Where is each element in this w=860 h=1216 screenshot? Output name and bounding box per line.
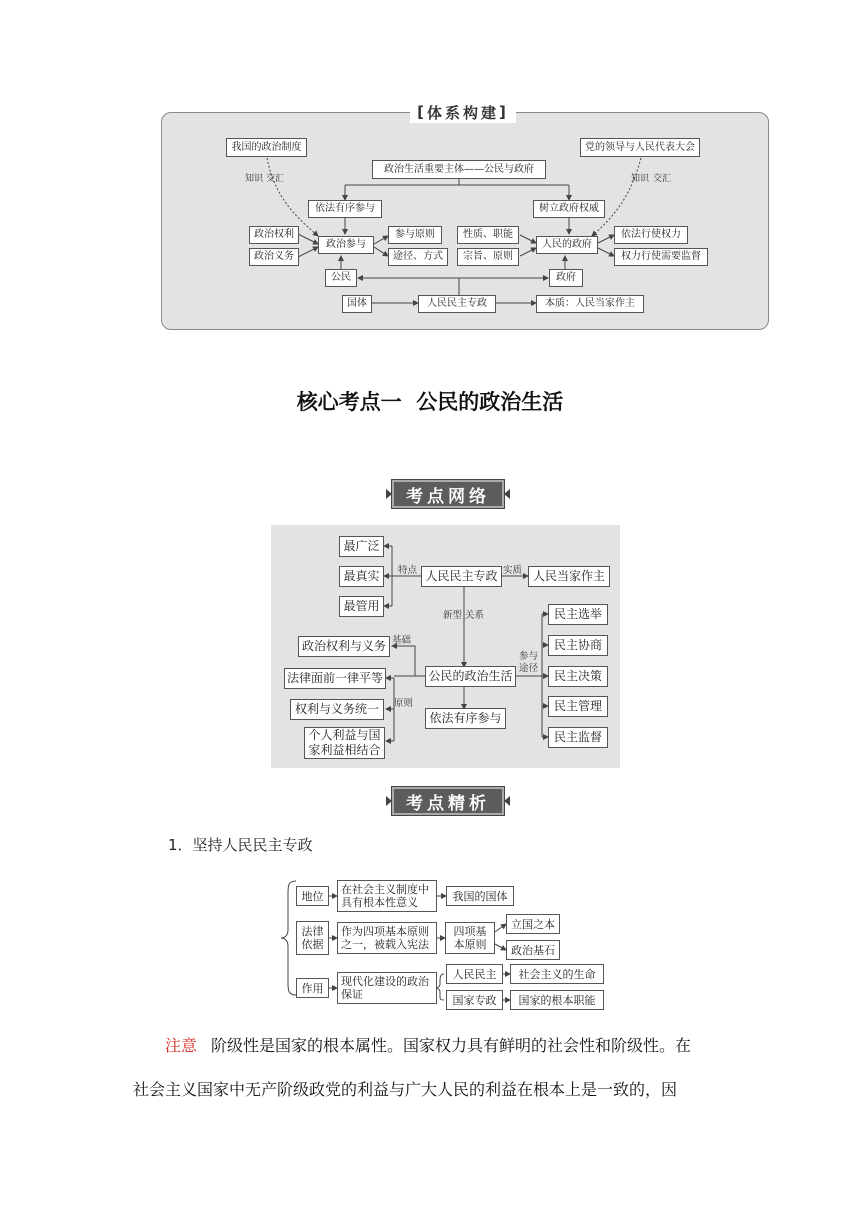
bracket-left: [ [417,103,427,121]
box-fundamental-function: 国家的根本职能 [510,990,604,1010]
box-most-effective: 最管用 [339,596,384,617]
label-essence: 实质 [503,565,523,576]
box-political-cornerstone: 政治基石 [506,940,560,960]
label-zhishi-right: 知识 [631,174,650,184]
box-peoples-democratic-dictatorship-2: 人民民主专政 [421,566,502,587]
section-heading: 核心考点一 公民的政治生活 [296,390,564,414]
box-role: 作用 [296,978,329,998]
legal-basis-line-2: 依据 [301,938,324,951]
interests-line-1: 个人利益与国 [308,728,381,742]
box-our-state-system: 我国的国体 [446,886,514,906]
note-paragraph-line-2: 社会主义国家中无产阶级政党的利益与广大人民的利益在根本上是一致的，因 [133,1080,678,1099]
box-state-dictatorship: 国家专政 [446,990,503,1010]
significance-line-1: 在社会主义制度中 [341,883,429,896]
box-most-genuine: 最真实 [339,566,384,587]
item-1-heading: 1．坚持人民民主专政 [168,836,313,854]
label-basis: 基础 [392,635,412,646]
label-channels: 途径 [519,663,539,674]
note-paragraph-line-1 [133,1035,733,1057]
note-text-1: 阶级性是国家的根本属性。国家权力具有鲜明的社会性和阶级性。在 [211,1036,692,1055]
bracket-right: ] [499,103,509,121]
box-peoples-government: 人民的政府 [536,236,598,254]
box-power-needs-supervision: 权力行使需要监督 [614,248,708,266]
box-legal-basis [296,921,329,955]
box-citizens-political-life: 公民的政治生活 [425,666,516,687]
label-jiaohui-right: 交汇 [653,174,672,184]
box-rights-and-duties: 政治权利与义务 [298,636,390,657]
modernization-line-1: 现代化建设的政治 [341,975,429,988]
constitution-line-2: 之一，被载入宪法 [341,938,429,951]
four-principles-line-1: 四项基 [453,925,487,938]
box-people-masters: 人民当家作主 [528,566,610,587]
network-title: 考点网络 [392,480,504,508]
box-status: 地位 [296,886,329,906]
box-participation-principles: 参与原则 [388,226,442,244]
box-government: 政府 [549,269,583,287]
box-government-authority: 树立政府权威 [533,200,605,218]
box-purpose-principles: 宗旨、原则 [457,248,519,266]
box-political-subjects: 政治生活重要主体——公民与政府 [372,160,546,179]
modernization-line-2: 保证 [341,988,363,1001]
box-essence-people-masters: 本质：人民当家作主 [536,295,644,313]
four-principles-line-2: 本原则 [453,938,487,951]
box-citizens: 公民 [325,269,357,287]
box-four-basic-principles [445,922,495,954]
box-democratic-management: 民主管理 [548,696,608,717]
box-political-system: 我国的政治制度 [226,138,307,157]
box-political-duties: 政治义务 [249,248,299,266]
significance-line-2: 具有根本性意义 [341,896,418,909]
box-equality-before-law: 法律面前一律平等 [284,668,386,689]
box-unity-rights-duties: 权利与义务统一 [290,699,384,720]
label-jiaohui-left: 交汇 [266,174,285,184]
box-political-participation: 政治参与 [318,236,374,254]
box-democratic-decision: 民主决策 [548,666,608,687]
box-nature-functions: 性质、职能 [457,226,519,244]
box-peoples-democratic-dictatorship: 人民民主专政 [418,295,496,313]
note-label: 注意 [165,1036,198,1055]
interests-line-2: 家利益相结合 [308,743,381,757]
box-ways-methods: 途径、方式 [388,248,448,266]
box-lawful-orderly-participation: 依法有序参与 [425,708,506,729]
legal-basis-line-1: 法律 [301,925,324,938]
system-title-text: 体系构建 [426,103,499,122]
box-life-of-socialism: 社会主义的生命 [510,964,604,984]
label-zhishi-left: 知识 [245,174,264,184]
box-democratic-supervision: 民主监督 [548,727,608,748]
label-participate: 参与 [519,651,539,662]
box-broadest: 最广泛 [339,536,384,557]
box-democratic-election: 民主选举 [548,604,608,625]
box-state-system: 国体 [342,295,372,313]
label-features: 特点 [398,565,418,576]
constitution-line-1: 作为四项基本原则 [341,925,429,938]
box-peoples-democracy: 人民民主 [446,964,503,984]
label-new-relation: 新型 关系 [443,610,485,621]
box-modernization-guarantee [337,972,437,1004]
analysis-title: 考点精析 [392,787,504,815]
box-democratic-consultation: 民主协商 [548,635,608,656]
box-four-principles-constitution [337,922,437,954]
box-fundamental-significance [337,880,437,912]
box-party-leadership: 党的领导与人民代表大会 [580,138,700,157]
box-foundation-of-state: 立国之本 [506,914,560,934]
box-exercise-power-lawfully: 依法行使权力 [614,226,688,244]
label-principles: 原则 [394,698,414,709]
box-lawful-participation: 依法有序参与 [308,200,382,218]
box-political-rights: 政治权利 [249,226,299,244]
